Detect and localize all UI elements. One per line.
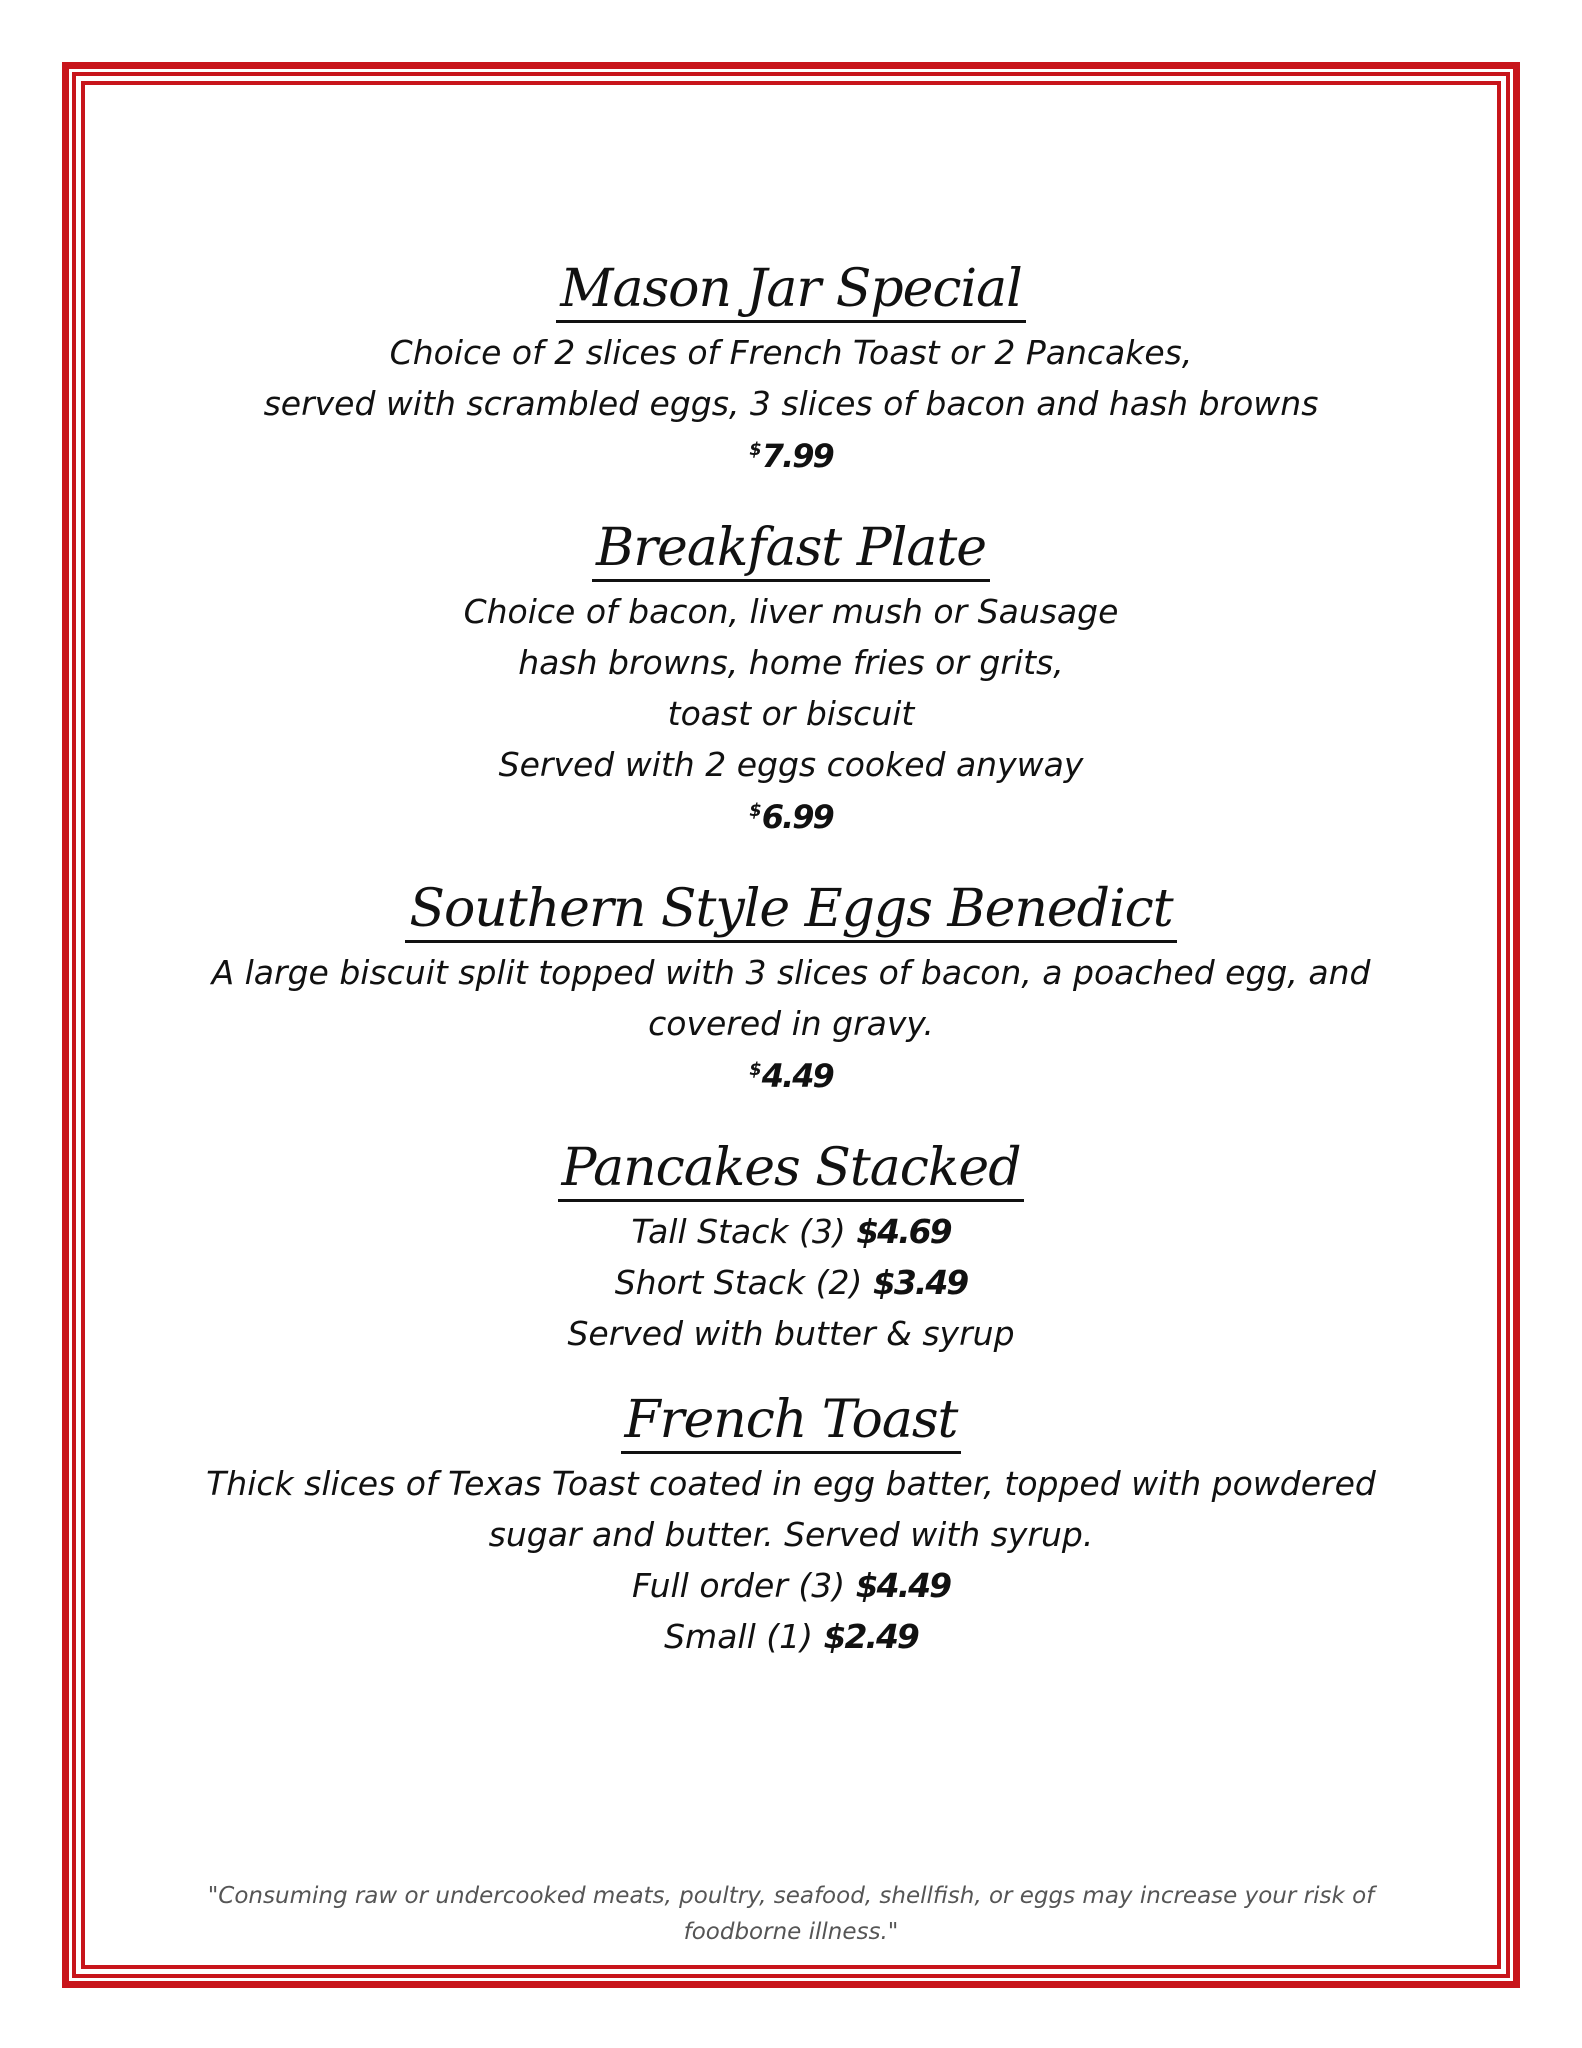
item-price: $4.69 bbox=[856, 1212, 951, 1251]
description-line: Thick slices of Texas Toast coated in egg batter, topped with powdered bbox=[206, 1464, 1376, 1503]
item-label: Short Stack (2) bbox=[614, 1263, 863, 1302]
disclaimer-line: "Consuming raw or undercooked meats, poultry, seafood, shellfish, or eggs may increase your risk of bbox=[207, 1883, 1375, 1909]
menu-section-french-toast bbox=[150, 1389, 1432, 1662]
description-line: Choice of 2 slices of French Toast or 2 Pancakes, bbox=[389, 333, 1193, 372]
price-value: 6.99 bbox=[761, 798, 833, 836]
menu-section-mason-jar-special bbox=[150, 258, 1432, 477]
currency-symbol: $ bbox=[749, 1059, 762, 1080]
price bbox=[150, 429, 1432, 477]
currency-symbol: $ bbox=[749, 439, 762, 460]
menu-item-line bbox=[150, 1206, 1432, 1257]
currency-symbol: $ bbox=[749, 800, 762, 821]
description-line: Choice of bacon, liver mush or Sausage bbox=[463, 592, 1119, 631]
menu-section-breakfast-plate bbox=[150, 517, 1432, 838]
description-line: A large biscuit split topped with 3 slices of bacon, a poached egg, and bbox=[211, 953, 1371, 992]
price-value: 7.99 bbox=[761, 437, 833, 475]
section-title: French Toast bbox=[621, 1389, 962, 1454]
menu-item-line bbox=[150, 1257, 1432, 1308]
item-label: Tall Stack (3) bbox=[631, 1212, 846, 1251]
description-line: served with scrambled eggs, 3 slices of bacon and hash browns bbox=[263, 384, 1319, 423]
item-label: Small (1) bbox=[664, 1617, 813, 1656]
disclaimer-line: foodborne illness." bbox=[683, 1919, 899, 1945]
price bbox=[150, 1049, 1432, 1097]
description-line: hash browns, home fries or grits, bbox=[518, 643, 1064, 682]
description-line: toast or biscuit bbox=[667, 694, 915, 733]
item-price: $2.49 bbox=[823, 1617, 918, 1656]
description-line: Served with 2 eggs cooked anyway bbox=[498, 745, 1084, 784]
section-title: Breakfast Plate bbox=[592, 517, 990, 582]
menu-section-pancakes-stacked bbox=[150, 1137, 1432, 1359]
price-value: 4.49 bbox=[761, 1057, 833, 1095]
description-line: sugar and butter. Served with syrup. bbox=[488, 1515, 1094, 1554]
item-price: $3.49 bbox=[872, 1263, 968, 1302]
section-title: Pancakes Stacked bbox=[558, 1137, 1025, 1202]
breakfast-menu bbox=[150, 258, 1432, 1662]
menu-section-eggs-benedict bbox=[150, 878, 1432, 1097]
section-title: Mason Jar Special bbox=[556, 258, 1026, 323]
menu-item-line bbox=[150, 1611, 1432, 1662]
item-label: Full order (3) bbox=[631, 1566, 846, 1605]
menu-item-line bbox=[150, 1560, 1432, 1611]
price bbox=[150, 790, 1432, 838]
description-line: Served with butter & syrup bbox=[567, 1314, 1015, 1353]
description-line: covered in gravy. bbox=[648, 1004, 934, 1043]
food-safety-disclaimer bbox=[180, 1878, 1402, 1950]
item-price: $4.49 bbox=[855, 1566, 951, 1605]
section-title: Southern Style Eggs Benedict bbox=[405, 878, 1176, 943]
